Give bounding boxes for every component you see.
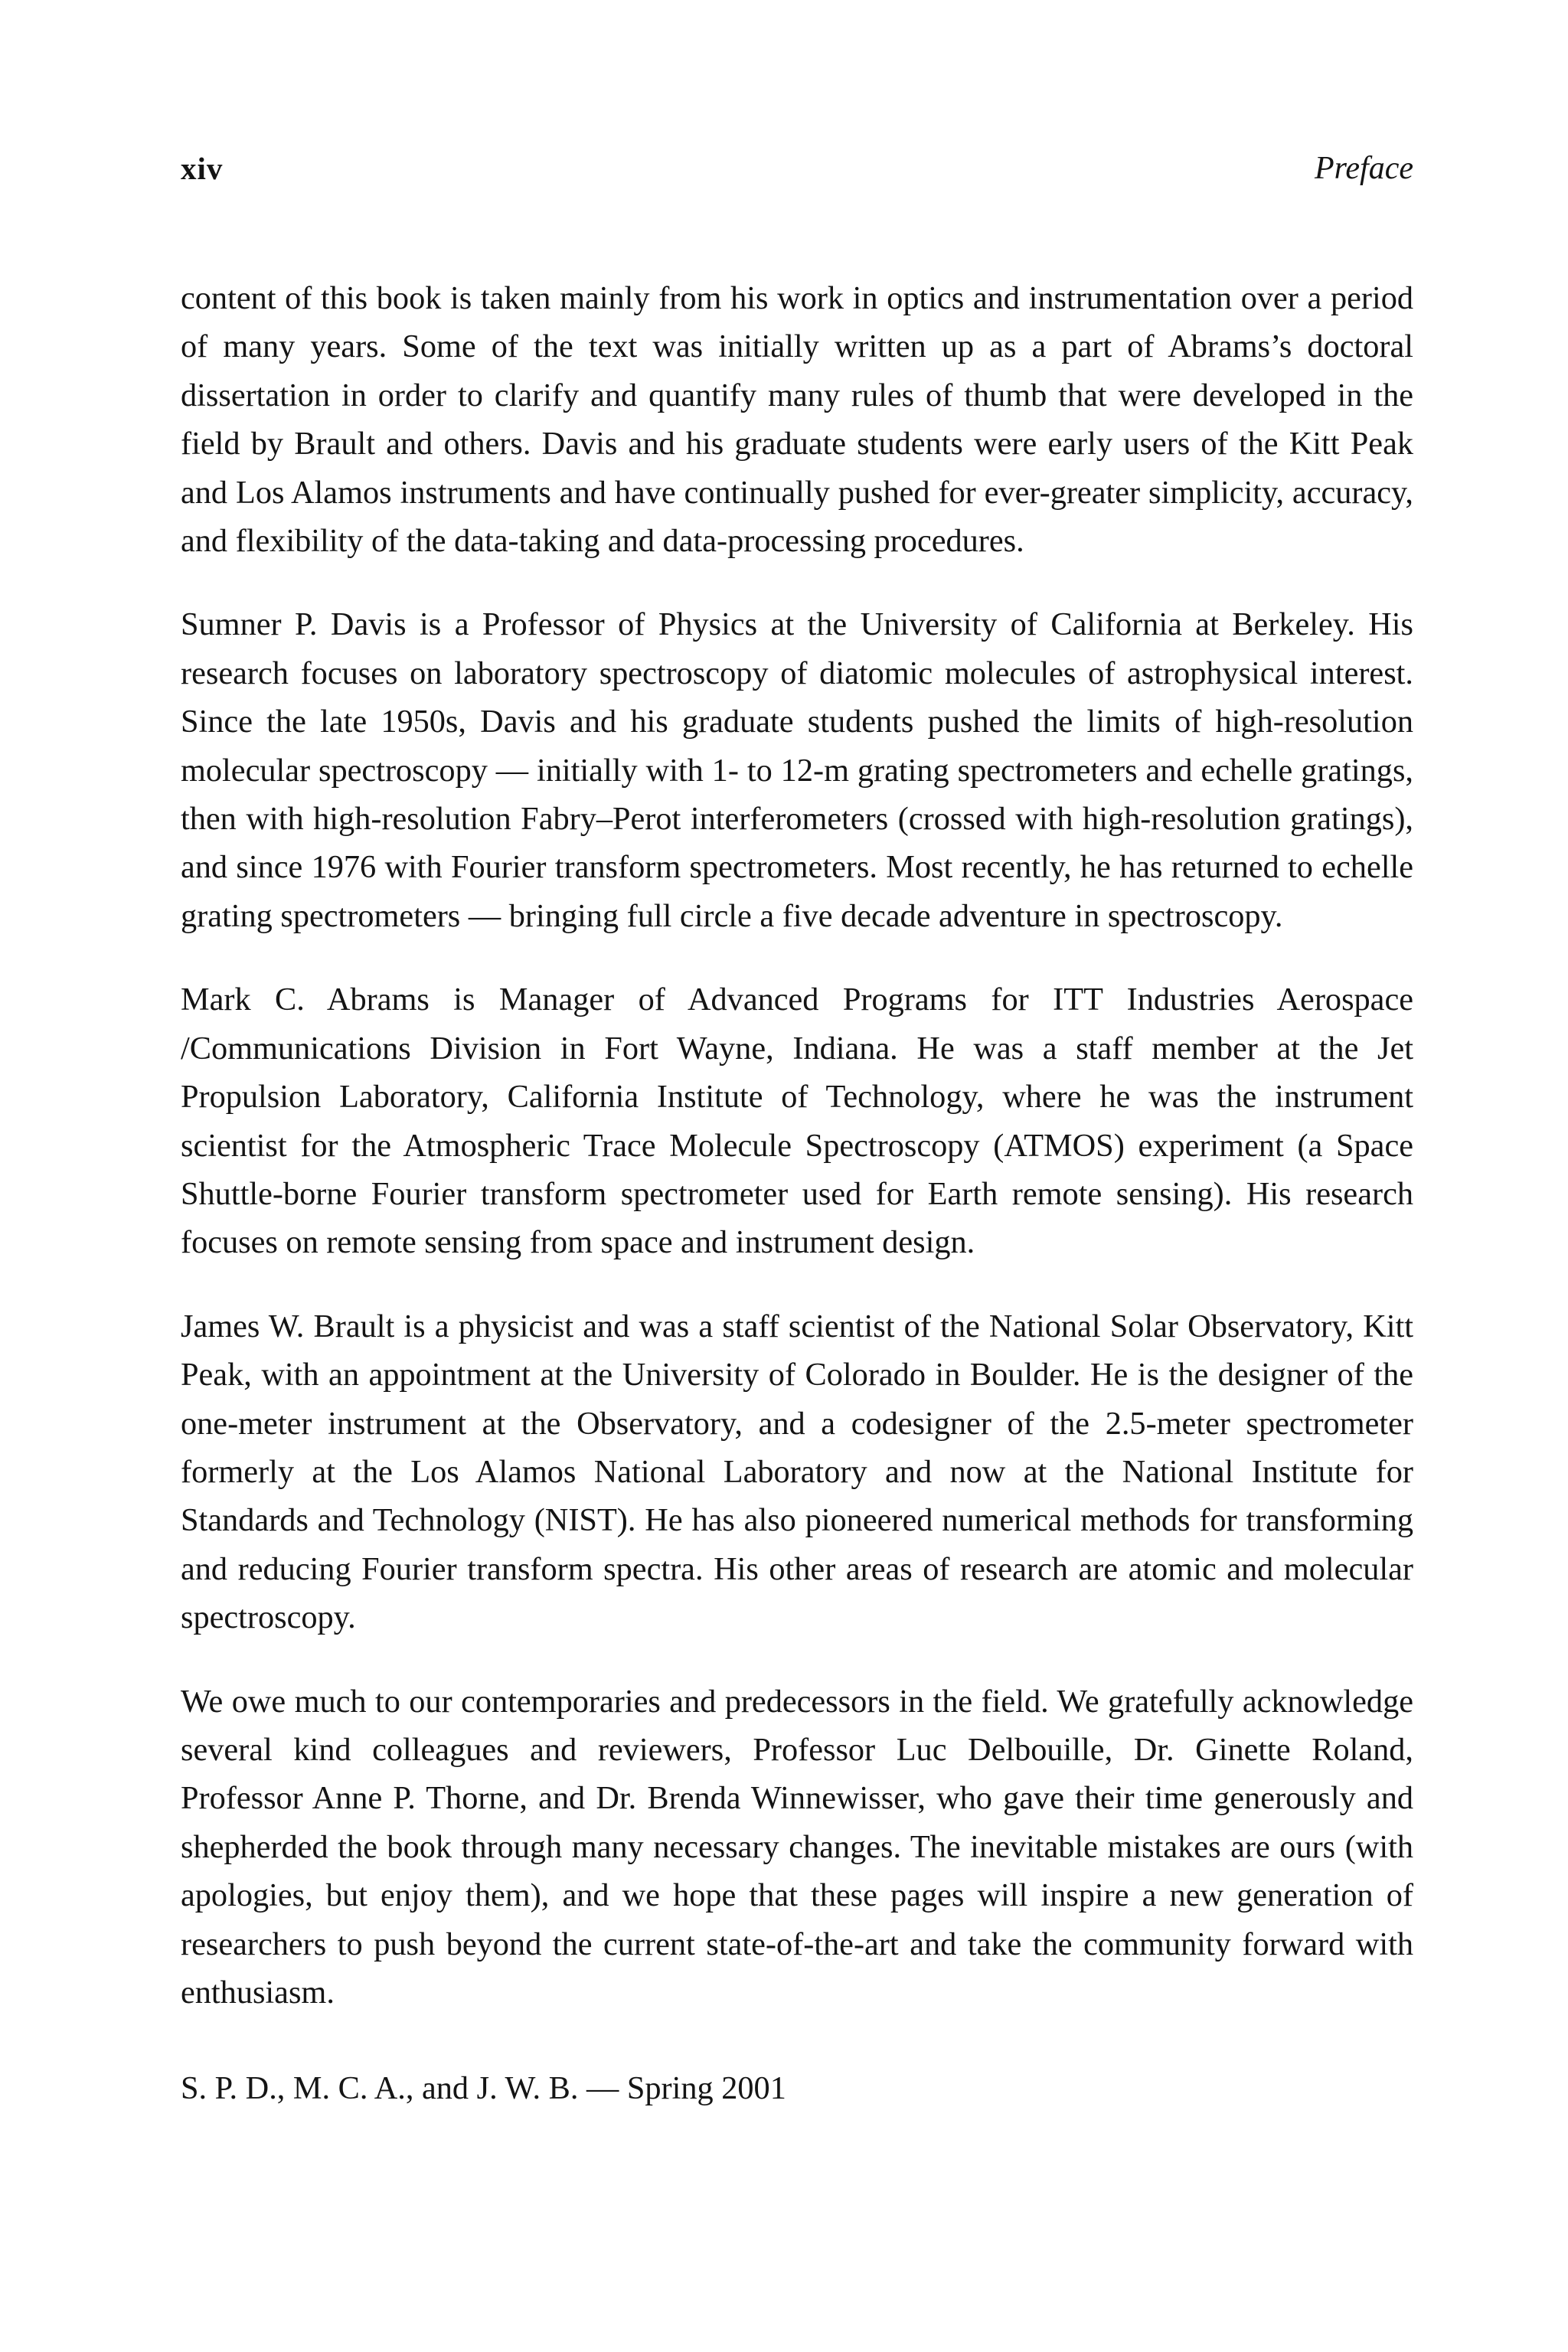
preface-signature: S. P. D., M. C. A., and J. W. B. — Spring 2001 xyxy=(181,2070,786,2107)
preface-body xyxy=(181,274,1413,2113)
running-head xyxy=(181,150,1413,196)
paragraph-book-content-origin: content of this book is taken mainly from his work in optics and instrumentation over a period of many years. Some of the text was initially written up as a part of Abrams’s doctoral dissertation in order to clarify and quantify many rules of thumb that were developed in the field by Brault and others. Davis and his graduate students were early users of the Kitt Peak and Los Alamos instruments and have continually pushed for ever-greater simplicity, accuracy, and flexibility of the data-taking and data-processing procedures. xyxy=(181,280,1413,560)
paragraph-author-davis: Sumner P. Davis is a Professor of Physics at the University of California at Berkeley. His research focuses on laboratory spectroscopy of diatomic molecules of astrophysical interest. Since the late 1950s, Davis and his graduate students pushed the limits of high-resolution molecular spectroscopy — initially with 1- to 12-m grating spectrometers and echelle gratings, then with high-resolution Fabry–Perot interferometers (crossed with high-resolution gratings), and since 1976 with Fourier transform spectrometers. Most recently, he has returned to echelle grating spectrometers — bringing full circle a five decade adventure in spectroscopy. xyxy=(181,606,1413,934)
running-head-section-title: Preface xyxy=(1314,151,1413,186)
paragraph-author-abrams: Mark C. Abrams is Manager of Advanced Programs for ITT Industries Aerospace /Communications Division in Fort Wayne, Indiana. He was a staff member at the Jet Propulsion Laboratory, California Institute of Technology, where he was the instrument scientist for the Atmospheric Trace Molecule Spectroscopy (ATMOS) experiment (a Space Shuttle-borne Fourier transform spectrometer used for Earth remote sensing). His research focuses on remote sensing from space and instrument design. xyxy=(181,982,1413,1261)
page-number: xiv xyxy=(181,151,224,186)
paragraph-acknowledgments: We owe much to our contemporaries and predecessors in the field. We gratefully acknowledge several kind colleagues and reviewers, Professor Luc Delbouille, Dr. Ginette Roland, Professor Anne P. Thorne, and Dr. Brenda Winnewisser, who gave their time generously and shepherded the book through many necessary changes. The inevitable mistakes are ours (with apologies, but enjoy them), and we hope that these pages will inspire a new generation of researchers to push beyond the current state-of-the-art and take the community forward with enthusiasm. xyxy=(181,1683,1413,2011)
paragraph-author-brault: James W. Brault is a physicist and was a staff scientist of the National Solar Observatory, Kitt Peak, with an appointment at the University of Colorado in Boulder. He is the designer of the one-meter instrument at the Observatory, and a codesigner of the 2.5-meter spectrometer formerly at the Los Alamos National Laboratory and now at the National Institute for Standards and Technology (NIST). He has also pioneered numerical methods for transforming and reducing Fourier transform spectra. His other areas of research are atomic and molecular spectroscopy. xyxy=(181,1308,1413,1636)
